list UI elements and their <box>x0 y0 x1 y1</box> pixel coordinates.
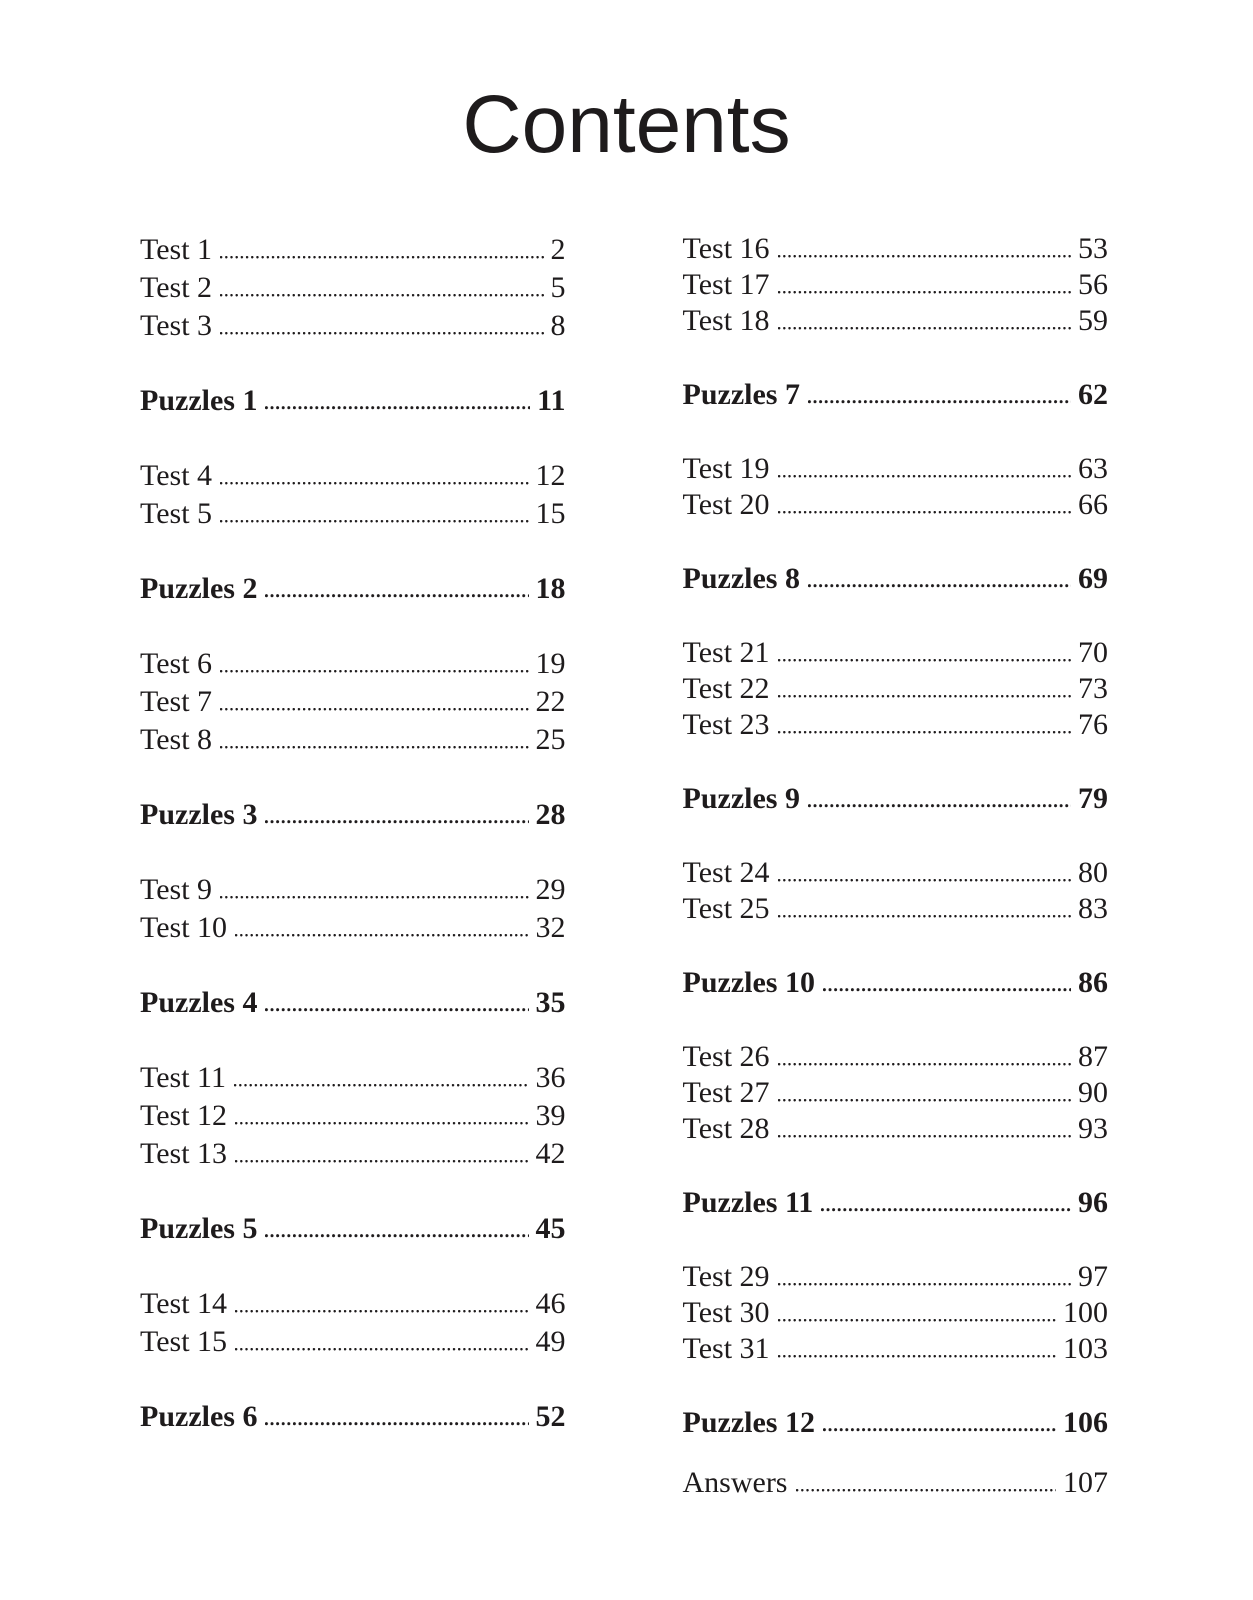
toc-entry <box>140 231 566 269</box>
toc-entry-label: Test 17 <box>682 268 770 301</box>
dot-leader <box>220 293 543 297</box>
toc-entry-page: 45 <box>535 1212 566 1245</box>
dot-leader <box>778 1354 1056 1358</box>
toc-entry-label: Puzzles 10 <box>682 966 815 999</box>
toc-entry-page: 32 <box>535 911 566 944</box>
toc-entry-page: 70 <box>1078 636 1108 669</box>
toc-entry-label: Puzzles 2 <box>140 572 258 605</box>
toc-entry-page: 76 <box>1078 708 1108 741</box>
toc-group-tests <box>683 1039 1109 1147</box>
dot-leader <box>220 331 543 335</box>
toc-entry-page: 80 <box>1078 856 1108 889</box>
dot-leader <box>220 895 528 899</box>
toc-entry <box>140 984 566 1022</box>
page-title: Contents <box>462 79 791 170</box>
dot-leader <box>220 481 528 485</box>
dot-leader <box>808 583 1071 588</box>
dot-leader <box>823 987 1071 992</box>
toc-columns <box>0 231 1253 1501</box>
toc-entry <box>683 451 1109 487</box>
toc-entry-page: 25 <box>535 723 566 756</box>
toc-entry-label: Puzzles 8 <box>682 562 800 595</box>
toc-entry-page: 73 <box>1078 672 1108 705</box>
toc-entry <box>140 1210 566 1248</box>
toc-entry <box>140 495 566 533</box>
toc-group-tests <box>683 1465 1109 1501</box>
toc-entry-label: Puzzles 3 <box>140 798 258 831</box>
dot-leader <box>778 326 1071 330</box>
dot-leader <box>778 658 1071 662</box>
toc-entry <box>683 1295 1109 1331</box>
toc-entry-label: Test 18 <box>682 304 770 337</box>
dot-leader <box>235 1347 528 1351</box>
toc-entry-label: Test 6 <box>140 647 213 680</box>
toc-entry-page: 83 <box>1078 892 1108 925</box>
toc-entry-page: 22 <box>535 685 566 718</box>
toc-entry <box>683 1075 1109 1111</box>
dot-leader <box>778 1282 1071 1286</box>
toc-entry-label: Puzzles 9 <box>682 782 800 815</box>
toc-entry-label: Test 23 <box>682 708 770 741</box>
toc-entry <box>683 267 1109 303</box>
toc-entry <box>140 1097 566 1135</box>
toc-entry-page: 87 <box>1078 1040 1108 1073</box>
toc-entry <box>140 683 566 721</box>
toc-entry <box>683 1185 1109 1221</box>
toc-entry-page: 18 <box>535 572 566 605</box>
toc-group-tests <box>140 645 566 759</box>
toc-group-puzzles <box>683 377 1109 413</box>
toc-entry <box>140 1285 566 1323</box>
dot-leader <box>778 1098 1071 1102</box>
toc-entry <box>140 1059 566 1097</box>
toc-entry-label: Test 11 <box>140 1061 226 1094</box>
toc-entry-label: Test 5 <box>140 497 213 530</box>
dot-leader <box>778 290 1071 294</box>
toc-entry-page: 28 <box>535 798 566 831</box>
toc-entry-page: 66 <box>1078 488 1108 521</box>
toc-entry-page: 19 <box>535 647 566 680</box>
toc-entry-page: 107 <box>1063 1466 1108 1499</box>
toc-entry-label: Test 10 <box>140 911 228 944</box>
dot-leader <box>778 1134 1071 1138</box>
toc-group-tests <box>683 635 1109 743</box>
toc-entry-label: Test 21 <box>682 636 770 669</box>
toc-group-tests <box>140 1285 566 1361</box>
dot-leader <box>265 405 530 410</box>
toc-group-tests <box>140 871 566 947</box>
toc-entry <box>140 1398 566 1436</box>
toc-entry-label: Test 31 <box>682 1332 770 1365</box>
toc-group-puzzles <box>683 561 1109 597</box>
toc-entry-label: Test 7 <box>140 685 213 718</box>
toc-column-left <box>140 231 566 1501</box>
dot-leader <box>778 254 1071 258</box>
toc-entry-page: 5 <box>550 271 566 304</box>
toc-entry-page: 69 <box>1078 562 1108 595</box>
dot-leader <box>265 1007 528 1012</box>
dot-leader <box>220 707 528 711</box>
toc-entry-label: Puzzles 11 <box>682 1186 814 1219</box>
toc-entry-page: 8 <box>550 309 566 342</box>
toc-group-puzzles <box>140 1398 566 1436</box>
toc-entry-label: Test 22 <box>682 672 770 705</box>
toc-group-tests <box>140 1059 566 1173</box>
toc-entry <box>683 487 1109 523</box>
toc-group-puzzles <box>140 796 566 834</box>
toc-entry-label: Test 3 <box>140 309 213 342</box>
toc-entry-label: Test 26 <box>682 1040 770 1073</box>
toc-group-puzzles <box>140 984 566 1022</box>
toc-group-puzzles <box>683 1185 1109 1221</box>
dot-leader <box>265 819 528 824</box>
toc-entry-page: 29 <box>535 873 566 906</box>
toc-group-tests <box>140 231 566 345</box>
toc-entry <box>140 269 566 307</box>
dot-leader <box>778 914 1071 918</box>
toc-entry <box>683 1111 1109 1147</box>
toc-entry <box>140 307 566 345</box>
toc-entry <box>140 570 566 608</box>
toc-group-tests <box>683 855 1109 927</box>
toc-group-puzzles <box>683 781 1109 817</box>
toc-entry-page: 53 <box>1078 232 1108 265</box>
toc-entry <box>683 1331 1109 1367</box>
toc-entry <box>683 377 1109 413</box>
toc-entry-label: Test 24 <box>682 856 770 889</box>
toc-entry <box>683 965 1109 1001</box>
toc-entry <box>683 1259 1109 1295</box>
toc-entry-label: Answers <box>682 1466 788 1499</box>
toc-entry-page: 56 <box>1078 268 1108 301</box>
dot-leader <box>778 878 1071 882</box>
toc-entry-page: 63 <box>1078 452 1108 485</box>
toc-entry <box>140 796 566 834</box>
toc-entry-page: 103 <box>1063 1332 1108 1365</box>
dot-leader <box>265 1421 528 1426</box>
toc-entry-page: 93 <box>1078 1112 1108 1145</box>
toc-group-puzzles <box>140 1210 566 1248</box>
toc-entry-label: Test 4 <box>140 459 213 492</box>
toc-entry-label: Puzzles 7 <box>682 378 800 411</box>
toc-entry-label: Test 15 <box>140 1325 228 1358</box>
dot-leader <box>220 255 543 259</box>
toc-group-puzzles <box>683 965 1109 1001</box>
dot-leader <box>808 399 1071 404</box>
toc-entry-page: 2 <box>550 233 566 266</box>
toc-entry <box>683 1465 1109 1501</box>
toc-entry <box>140 871 566 909</box>
toc-entry-page: 15 <box>535 497 566 530</box>
toc-entry-label: Puzzles 1 <box>140 384 258 417</box>
dot-leader <box>220 669 528 673</box>
toc-entry-label: Test 16 <box>682 232 770 265</box>
toc-entry <box>683 231 1109 267</box>
toc-entry-label: Puzzles 12 <box>682 1406 815 1439</box>
toc-entry-page: 49 <box>535 1325 566 1358</box>
dot-leader <box>778 474 1071 478</box>
toc-entry-label: Test 9 <box>140 873 213 906</box>
toc-entry-label: Test 8 <box>140 723 213 756</box>
toc-column-right <box>683 231 1109 1501</box>
dot-leader <box>235 1121 528 1125</box>
toc-entry-label: Test 12 <box>140 1099 228 1132</box>
dot-leader <box>235 1159 528 1163</box>
toc-group-puzzles <box>683 1405 1109 1441</box>
toc-entry-page: 62 <box>1078 378 1108 411</box>
toc-entry-page: 46 <box>535 1287 566 1320</box>
toc-entry-page: 96 <box>1078 1186 1108 1219</box>
toc-entry <box>683 303 1109 339</box>
toc-group-tests <box>683 1259 1109 1367</box>
toc-entry-page: 52 <box>535 1400 566 1433</box>
toc-entry <box>683 1405 1109 1441</box>
dot-leader <box>778 1062 1071 1066</box>
dot-leader <box>235 1309 528 1313</box>
toc-entry-label: Test 1 <box>140 233 213 266</box>
toc-entry-label: Test 29 <box>682 1260 770 1293</box>
dot-leader <box>778 730 1071 734</box>
toc-entry <box>140 1135 566 1173</box>
toc-entry-page: 36 <box>535 1061 566 1094</box>
dot-leader <box>234 1083 529 1087</box>
toc-entry-page: 79 <box>1078 782 1108 815</box>
toc-entry-label: Test 14 <box>140 1287 228 1320</box>
toc-group-tests <box>140 457 566 533</box>
toc-entry-label: Test 27 <box>682 1076 770 1109</box>
dot-leader <box>778 694 1071 698</box>
toc-entry <box>140 721 566 759</box>
dot-leader <box>220 519 528 523</box>
toc-entry <box>683 707 1109 743</box>
toc-entry-page: 97 <box>1078 1260 1108 1293</box>
toc-group-puzzles <box>140 382 566 420</box>
toc-entry-page: 90 <box>1078 1076 1108 1109</box>
toc-entry <box>683 635 1109 671</box>
toc-entry <box>140 909 566 947</box>
toc-group-tests <box>683 231 1109 339</box>
toc-entry-label: Test 30 <box>682 1296 770 1329</box>
dot-leader <box>220 745 528 749</box>
dot-leader <box>778 1318 1056 1322</box>
toc-group-tests <box>683 451 1109 523</box>
toc-entry-page: 86 <box>1078 966 1108 999</box>
dot-leader <box>235 933 528 937</box>
toc-entry-page: 106 <box>1063 1406 1108 1439</box>
toc-entry <box>683 671 1109 707</box>
toc-entry <box>683 781 1109 817</box>
toc-entry-page: 11 <box>537 384 566 417</box>
toc-entry-page: 35 <box>535 986 566 1019</box>
dot-leader <box>265 1233 528 1238</box>
toc-entry-page: 42 <box>535 1137 566 1170</box>
toc-entry-page: 12 <box>535 459 566 492</box>
dot-leader <box>796 1488 1057 1492</box>
toc-entry <box>140 457 566 495</box>
toc-entry-label: Test 2 <box>140 271 213 304</box>
toc-group-puzzles <box>140 570 566 608</box>
dot-leader <box>778 510 1071 514</box>
dot-leader <box>823 1427 1056 1432</box>
toc-entry-label: Test 28 <box>682 1112 770 1145</box>
toc-entry-label: Puzzles 4 <box>140 986 258 1019</box>
toc-entry <box>140 382 566 420</box>
toc-entry-page: 100 <box>1063 1296 1108 1329</box>
toc-entry-label: Test 19 <box>682 452 770 485</box>
toc-entry <box>683 1039 1109 1075</box>
toc-entry <box>140 645 566 683</box>
toc-entry-label: Test 20 <box>682 488 770 521</box>
toc-entry-page: 59 <box>1078 304 1108 337</box>
toc-entry <box>683 855 1109 891</box>
dot-leader <box>808 803 1071 808</box>
toc-entry-label: Test 13 <box>140 1137 228 1170</box>
toc-entry <box>683 891 1109 927</box>
dot-leader <box>821 1207 1071 1212</box>
toc-entry-label: Puzzles 6 <box>140 1400 258 1433</box>
toc-entry-page: 39 <box>535 1099 566 1132</box>
dot-leader <box>265 593 528 598</box>
toc-entry-label: Puzzles 5 <box>140 1212 258 1245</box>
toc-entry-label: Test 25 <box>682 892 770 925</box>
toc-entry <box>140 1323 566 1361</box>
toc-entry <box>683 561 1109 597</box>
